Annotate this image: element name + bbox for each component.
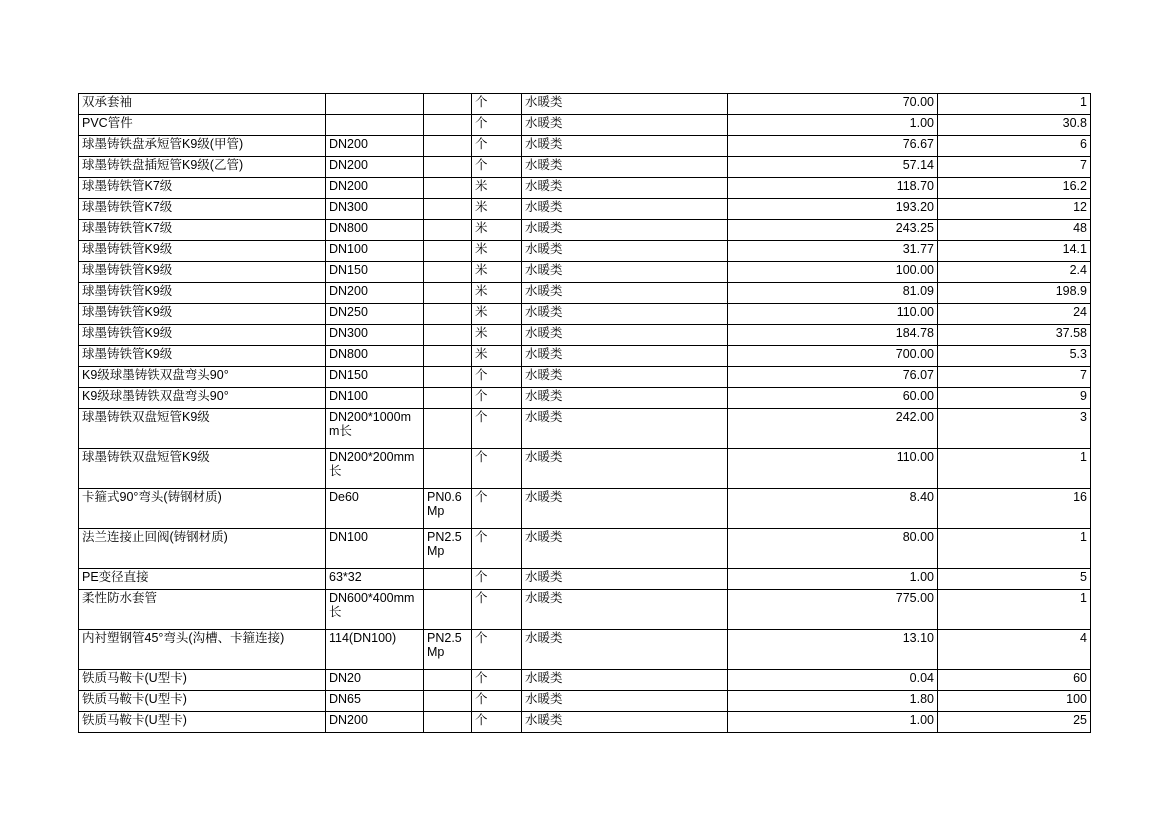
cell-quantity[interactable]: 100 [938,691,1091,712]
cell-unit[interactable]: 个 [472,712,522,733]
cell-unit[interactable]: 米 [472,346,522,367]
cell-category[interactable]: 水暖类 [522,262,728,283]
cell-quantity[interactable]: 2.4 [938,262,1091,283]
cell-pressure[interactable] [424,388,472,409]
cell-price[interactable]: 775.00 [728,590,938,630]
cell-unit[interactable]: 个 [472,94,522,115]
cell-category[interactable]: 水暖类 [522,283,728,304]
cell-name[interactable]: 铁质马鞍卡(U型卡) [79,691,326,712]
cell-price[interactable]: 184.78 [728,325,938,346]
cell-unit[interactable]: 个 [472,590,522,630]
cell-category[interactable]: 水暖类 [522,388,728,409]
cell-name[interactable]: 球墨铸铁管K9级 [79,283,326,304]
cell-category[interactable]: 水暖类 [522,325,728,346]
cell-name[interactable]: 球墨铸铁管K9级 [79,262,326,283]
cell-pressure[interactable] [424,136,472,157]
cell-category[interactable]: 水暖类 [522,449,728,489]
cell-name[interactable]: 内衬塑钢管45°弯头(沟槽、卡箍连接) [79,630,326,670]
cell-pressure[interactable] [424,691,472,712]
cell-pressure[interactable] [424,157,472,178]
table-row[interactable] [79,409,1091,449]
table-row[interactable] [79,388,1091,409]
cell-price[interactable]: 110.00 [728,304,938,325]
cell-category[interactable]: 水暖类 [522,670,728,691]
cell-price[interactable]: 1.80 [728,691,938,712]
cell-category[interactable]: 水暖类 [522,304,728,325]
cell-name[interactable]: 球墨铸铁管K9级 [79,304,326,325]
cell-quantity[interactable]: 5.3 [938,346,1091,367]
cell-category[interactable]: 水暖类 [522,590,728,630]
cell-unit[interactable]: 个 [472,670,522,691]
table-body [79,94,1091,733]
cell-spec[interactable]: DN20 [326,670,424,691]
table-row[interactable] [79,220,1091,241]
table-row[interactable] [79,590,1091,630]
cell-pressure[interactable] [424,199,472,220]
cell-category[interactable]: 水暖类 [522,136,728,157]
table-row[interactable] [79,449,1091,489]
table-row[interactable] [79,670,1091,691]
cell-quantity[interactable]: 30.8 [938,115,1091,136]
table-row[interactable] [79,199,1091,220]
cell-quantity[interactable]: 198.9 [938,283,1091,304]
cell-pressure[interactable]: PN2.5Mp [424,529,472,569]
cell-price[interactable]: 1.00 [728,712,938,733]
cell-spec[interactable]: DN200 [326,136,424,157]
cell-pressure[interactable] [424,409,472,449]
cell-spec[interactable]: DN100 [326,529,424,569]
table-row[interactable] [79,283,1091,304]
cell-spec[interactable]: DN200 [326,712,424,733]
cell-unit[interactable]: 个 [472,489,522,529]
cell-quantity[interactable]: 1 [938,590,1091,630]
cell-pressure[interactable] [424,220,472,241]
cell-name[interactable]: PVC管件 [79,115,326,136]
cell-quantity[interactable]: 4 [938,630,1091,670]
cell-category[interactable]: 水暖类 [522,712,728,733]
cell-unit[interactable]: 个 [472,136,522,157]
cell-spec[interactable]: 114(DN100) [326,630,424,670]
cell-pressure[interactable] [424,367,472,388]
table-row[interactable] [79,262,1091,283]
cell-name[interactable]: K9级球墨铸铁双盘弯头90° [79,367,326,388]
cell-price[interactable]: 76.07 [728,367,938,388]
table-row[interactable] [79,367,1091,388]
cell-quantity[interactable]: 5 [938,569,1091,590]
cell-name[interactable]: 法兰连接止回阀(铸钢材质) [79,529,326,569]
cell-price[interactable]: 0.04 [728,670,938,691]
cell-category[interactable]: 水暖类 [522,367,728,388]
table-row[interactable] [79,346,1091,367]
cell-category[interactable]: 水暖类 [522,346,728,367]
cell-spec[interactable]: De60 [326,489,424,529]
cell-category[interactable]: 水暖类 [522,529,728,569]
table-row[interactable] [79,489,1091,529]
cell-name[interactable]: 球墨铸铁双盘短管K9级 [79,409,326,449]
cell-spec[interactable]: DN300 [326,199,424,220]
cell-unit[interactable]: 个 [472,529,522,569]
table-row[interactable] [79,325,1091,346]
cell-name[interactable]: 球墨铸铁管K9级 [79,325,326,346]
cell-pressure[interactable] [424,283,472,304]
cell-quantity[interactable]: 6 [938,136,1091,157]
cell-quantity[interactable]: 25 [938,712,1091,733]
cell-category[interactable]: 水暖类 [522,178,728,199]
cell-unit[interactable]: 个 [472,388,522,409]
cell-quantity[interactable]: 12 [938,199,1091,220]
materials-table [78,93,1091,733]
cell-unit[interactable]: 个 [472,157,522,178]
cell-category[interactable]: 水暖类 [522,241,728,262]
cell-pressure[interactable] [424,304,472,325]
cell-unit[interactable]: 米 [472,220,522,241]
cell-price[interactable]: 8.40 [728,489,938,529]
cell-pressure[interactable] [424,241,472,262]
table-row[interactable] [79,569,1091,590]
cell-name[interactable]: PE变径直接 [79,569,326,590]
cell-spec[interactable]: DN300 [326,325,424,346]
cell-quantity[interactable]: 48 [938,220,1091,241]
cell-pressure[interactable]: PN0.6Mp [424,489,472,529]
cell-category[interactable]: 水暖类 [522,489,728,529]
cell-unit[interactable]: 个 [472,449,522,489]
cell-category[interactable]: 水暖类 [522,220,728,241]
cell-spec[interactable] [326,94,424,115]
cell-unit[interactable]: 米 [472,199,522,220]
cell-quantity[interactable]: 16.2 [938,178,1091,199]
cell-spec[interactable]: DN250 [326,304,424,325]
cell-category[interactable]: 水暖类 [522,691,728,712]
cell-category[interactable]: 水暖类 [522,569,728,590]
cell-category[interactable]: 水暖类 [522,157,728,178]
cell-quantity[interactable]: 1 [938,529,1091,569]
table-row[interactable] [79,178,1091,199]
cell-pressure[interactable] [424,590,472,630]
cell-category[interactable]: 水暖类 [522,630,728,670]
table-row[interactable] [79,157,1091,178]
cell-name[interactable]: 球墨铸铁管K9级 [79,241,326,262]
table-row[interactable] [79,630,1091,670]
cell-spec[interactable]: DN800 [326,346,424,367]
cell-category[interactable]: 水暖类 [522,94,728,115]
cell-quantity[interactable]: 1 [938,449,1091,489]
cell-name[interactable]: 球墨铸铁管K7级 [79,220,326,241]
table-row[interactable] [79,136,1091,157]
cell-pressure[interactable] [424,262,472,283]
cell-unit[interactable]: 米 [472,325,522,346]
table-row[interactable] [79,691,1091,712]
table-row[interactable] [79,115,1091,136]
cell-price[interactable]: 70.00 [728,94,938,115]
cell-price[interactable]: 81.09 [728,283,938,304]
cell-pressure[interactable] [424,670,472,691]
cell-pressure[interactable] [424,325,472,346]
table-row[interactable] [79,241,1091,262]
cell-price[interactable]: 193.20 [728,199,938,220]
cell-spec[interactable]: DN800 [326,220,424,241]
cell-unit[interactable]: 米 [472,283,522,304]
cell-name[interactable]: 球墨铸铁管K7级 [79,199,326,220]
cell-pressure[interactable]: PN2.5Mp [424,630,472,670]
cell-quantity[interactable]: 16 [938,489,1091,529]
table-row[interactable] [79,529,1091,569]
cell-spec[interactable]: DN100 [326,241,424,262]
cell-category[interactable]: 水暖类 [522,409,728,449]
cell-spec[interactable]: DN200 [326,178,424,199]
cell-unit[interactable]: 个 [472,367,522,388]
cell-pressure[interactable] [424,712,472,733]
cell-price[interactable]: 57.14 [728,157,938,178]
cell-category[interactable]: 水暖类 [522,115,728,136]
cell-pressure[interactable] [424,569,472,590]
cell-price[interactable]: 13.10 [728,630,938,670]
cell-spec[interactable]: DN200 [326,157,424,178]
cell-name[interactable]: 柔性防水套管 [79,590,326,630]
cell-quantity[interactable]: 7 [938,157,1091,178]
cell-spec[interactable]: DN200*1000mm长 [326,409,424,449]
cell-spec[interactable]: DN65 [326,691,424,712]
cell-price[interactable]: 60.00 [728,388,938,409]
cell-spec[interactable]: DN600*400mm长 [326,590,424,630]
cell-unit[interactable]: 个 [472,630,522,670]
cell-price[interactable]: 700.00 [728,346,938,367]
cell-quantity[interactable]: 1 [938,94,1091,115]
cell-price[interactable]: 100.00 [728,262,938,283]
cell-price[interactable]: 118.70 [728,178,938,199]
cell-quantity[interactable]: 14.1 [938,241,1091,262]
cell-unit[interactable]: 米 [472,304,522,325]
cell-name[interactable]: 球墨铸铁盘承短管K9级(甲管) [79,136,326,157]
cell-pressure[interactable] [424,449,472,489]
cell-quantity[interactable]: 24 [938,304,1091,325]
cell-quantity[interactable]: 7 [938,367,1091,388]
table-row[interactable] [79,304,1091,325]
cell-quantity[interactable]: 60 [938,670,1091,691]
cell-unit[interactable]: 个 [472,409,522,449]
cell-spec[interactable]: DN150 [326,367,424,388]
cell-unit[interactable]: 个 [472,569,522,590]
cell-quantity[interactable]: 9 [938,388,1091,409]
cell-unit[interactable]: 米 [472,241,522,262]
cell-pressure[interactable] [424,115,472,136]
cell-pressure[interactable] [424,178,472,199]
cell-unit[interactable]: 个 [472,115,522,136]
cell-category[interactable]: 水暖类 [522,199,728,220]
table-row[interactable] [79,712,1091,733]
cell-pressure[interactable] [424,346,472,367]
cell-name[interactable]: 球墨铸铁双盘短管K9级 [79,449,326,489]
cell-spec[interactable]: 63*32 [326,569,424,590]
cell-name[interactable]: 双承套袖 [79,94,326,115]
cell-unit[interactable]: 米 [472,262,522,283]
cell-spec[interactable]: DN200 [326,283,424,304]
cell-price[interactable]: 31.77 [728,241,938,262]
cell-spec[interactable]: DN100 [326,388,424,409]
cell-price[interactable]: 110.00 [728,449,938,489]
table-row[interactable] [79,94,1091,115]
cell-name[interactable]: 球墨铸铁管K9级 [79,346,326,367]
cell-spec[interactable] [326,115,424,136]
cell-price[interactable]: 243.25 [728,220,938,241]
cell-name[interactable]: K9级球墨铸铁双盘弯头90° [79,388,326,409]
cell-quantity[interactable]: 3 [938,409,1091,449]
cell-name[interactable]: 球墨铸铁管K7级 [79,178,326,199]
cell-name[interactable]: 卡箍式90°弯头(铸钢材质) [79,489,326,529]
cell-price[interactable]: 1.00 [728,569,938,590]
cell-spec[interactable]: DN150 [326,262,424,283]
cell-name[interactable]: 铁质马鞍卡(U型卡) [79,670,326,691]
cell-unit[interactable]: 个 [472,691,522,712]
cell-price[interactable]: 76.67 [728,136,938,157]
cell-quantity[interactable]: 37.58 [938,325,1091,346]
spreadsheet-area [78,93,1090,733]
cell-unit[interactable]: 米 [472,178,522,199]
cell-price[interactable]: 80.00 [728,529,938,569]
cell-pressure[interactable] [424,94,472,115]
cell-name[interactable]: 球墨铸铁盘插短管K9级(乙管) [79,157,326,178]
cell-spec[interactable]: DN200*200mm长 [326,449,424,489]
cell-name[interactable]: 铁质马鞍卡(U型卡) [79,712,326,733]
cell-price[interactable]: 1.00 [728,115,938,136]
cell-price[interactable]: 242.00 [728,409,938,449]
